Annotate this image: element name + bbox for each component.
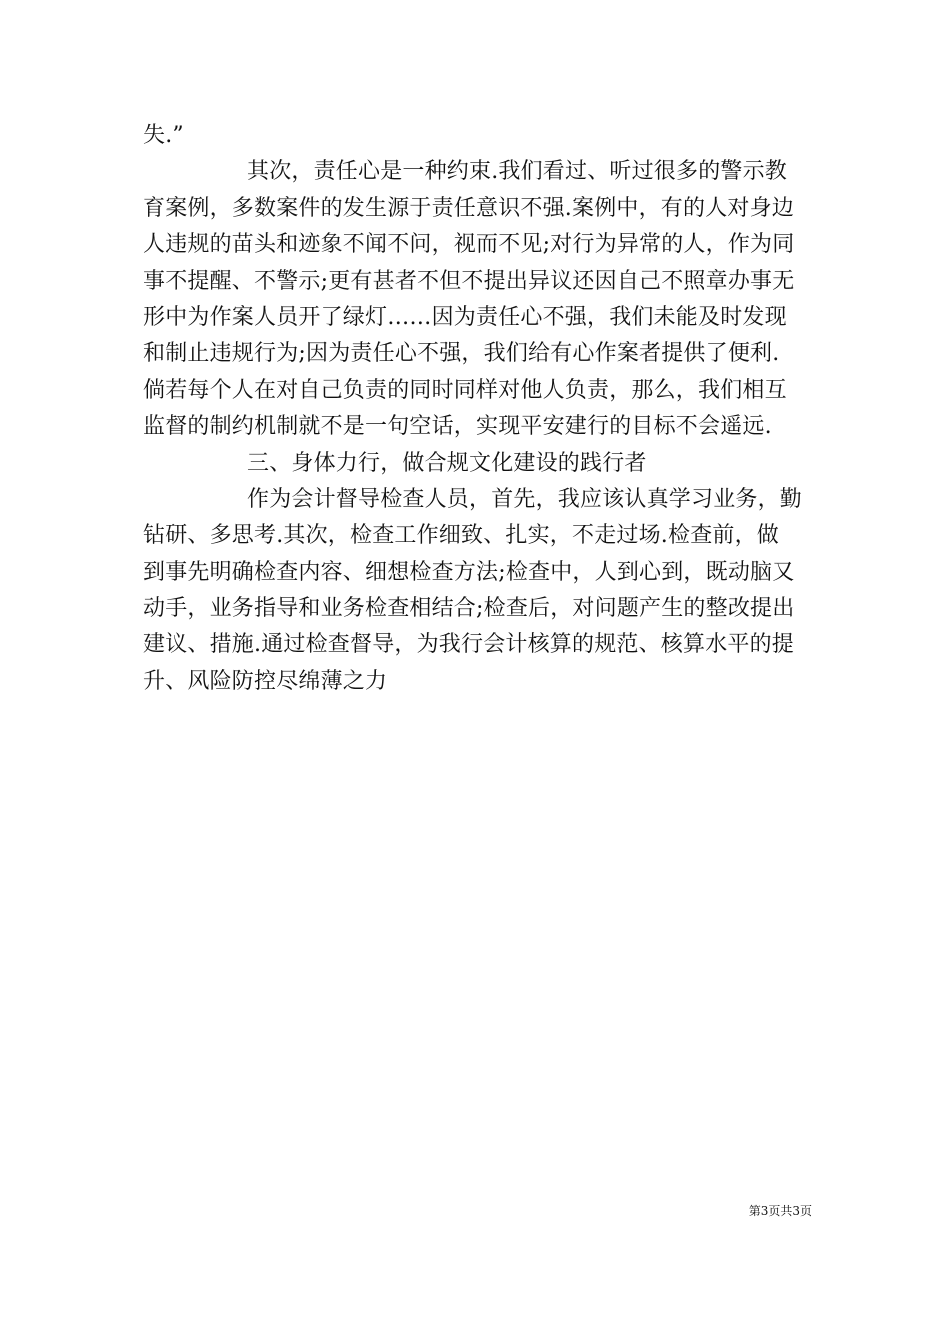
body-line: 建议、措施.通过检查督导，为我行会计核算的规范、核算水平的提 — [143, 632, 794, 658]
body-line: 形中为作案人员开了绿灯……因为责任心不强，我们未能及时发现 — [143, 304, 787, 330]
body-line: 倘若每个人在对自己负责的同时同样对他人负责，那么，我们相互 — [143, 377, 787, 403]
body-line: 动手，业务指导和业务检查相结合;检查后，对问题产生的整改提出 — [143, 596, 795, 622]
body-line: 事不提醒、不警示;更有甚者不但不提出异议还因自己不照章办事无 — [143, 268, 795, 294]
body-line: 人违规的苗头和迹象不闻不问，视而不见;对行为异常的人，作为同 — [143, 232, 795, 258]
body-line-paragraph-start: 其次，责任心是一种约束.我们看过、听过很多的警示教 — [247, 159, 787, 185]
page-number-footer: 第3页共3页 — [748, 1204, 812, 1218]
body-line: 监督的制约机制就不是一句空话，实现平安建行的目标不会遥远. — [143, 414, 772, 440]
body-line: 钻研、多思考.其次，检查工作细致、扎实，不走过场.检查前，做 — [143, 523, 779, 549]
body-line: 育案例，多数案件的发生源于责任意识不强.案例中，有的人对身边 — [143, 195, 794, 221]
body-line: 升、风险防控尽绵薄之力 — [143, 668, 388, 694]
body-line: 到事先明确检查内容、细想检查方法;检查中，人到心到，既动脑又 — [143, 559, 795, 585]
body-line-paragraph-start: 作为会计督导检查人员，首先，我应该认真学习业务，勤 — [247, 486, 803, 512]
section-heading: 三、身体力行，做合规文化建设的践行者 — [247, 450, 647, 476]
document-body — [143, 118, 807, 700]
body-line: 和制止违规行为;因为责任心不强，我们给有心作案者提供了便利. — [143, 341, 780, 367]
body-line: 失.” — [143, 123, 184, 148]
